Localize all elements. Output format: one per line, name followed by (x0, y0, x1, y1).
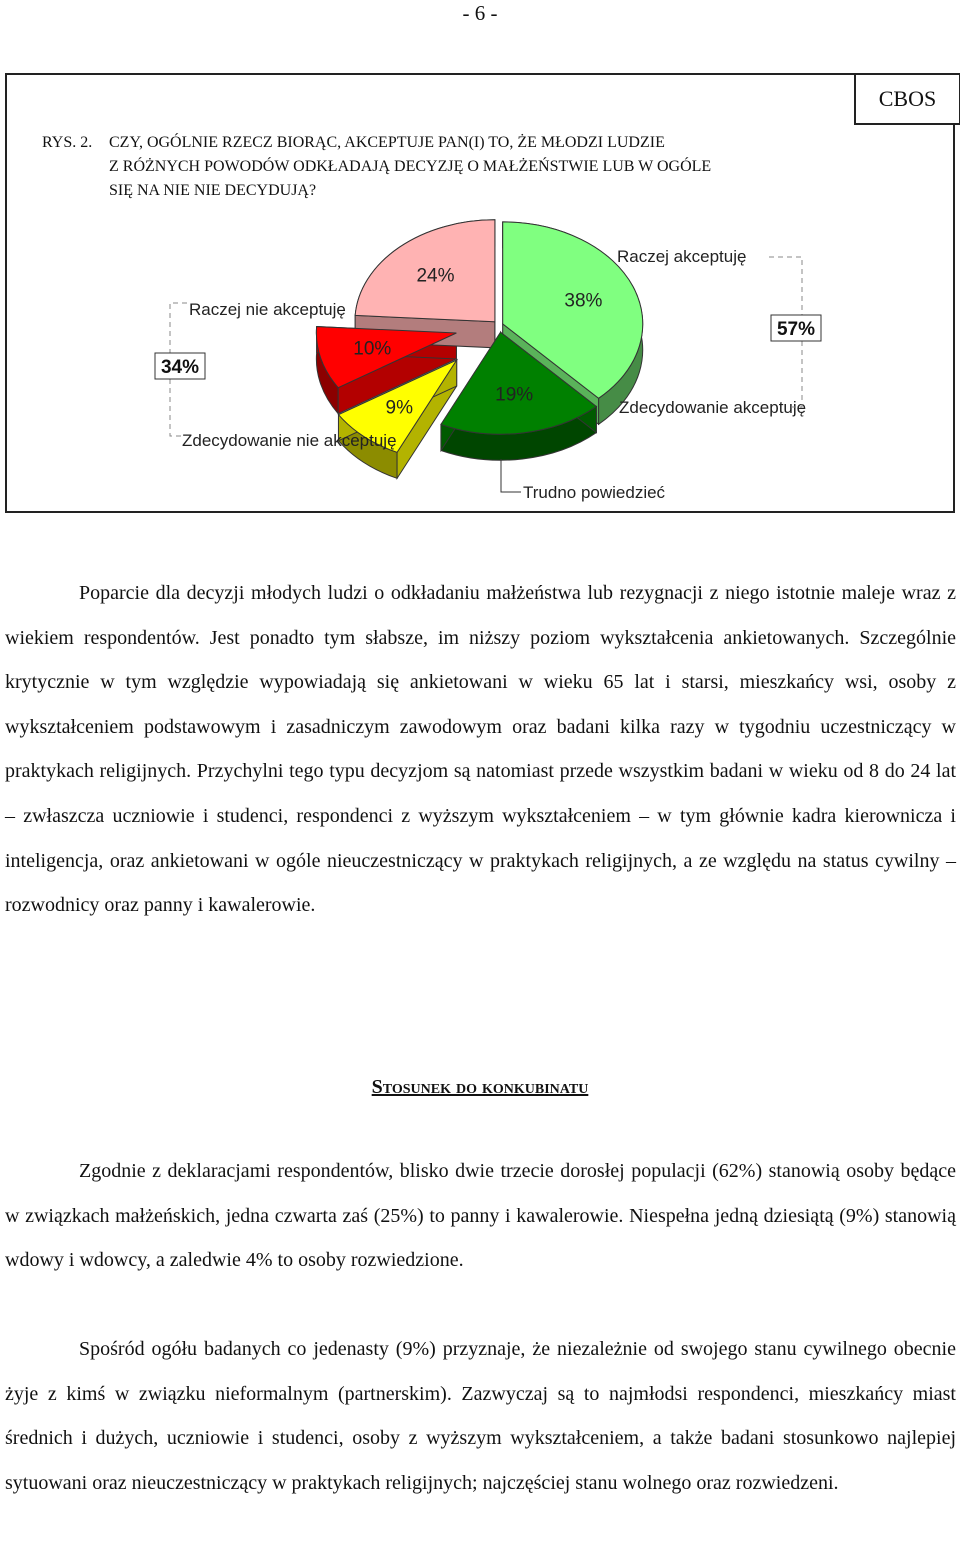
slice-category-label-3: Zdecydowanie nie akceptuję (182, 431, 397, 450)
group-total-label-0: 57% (776, 319, 816, 340)
paragraph-1: Poparcie dla decyzji młodych ludzi o odkładaniu małżeństwa lub rezygnacji z niego istotnie maleje wraz z wiekiem respondentów. Jest ponadto tym słabsze, im niższy poziom wykształcenia ankietowanych. Szczególnie krytycznie w tym względzie wypowiadają się ankietowani w wieku 65 lat i starsi, mieszkańcy wsi, osoby z wykształceniem podstawowym i zasadniczym zawodowym oraz badani kilka razy w tygodniu uczestniczący w praktykach religijnych. Przychylni tego typu decyzjom są natomiast przede wszystkim badani w wieku od 8 do 24 lat – zwłaszcza uczniowie i studenci, respondenci z wyższym wykształceniem – w tym głównie kadra kierownicza i inteligencja, oraz ankietowani w ogóle nieuczestniczący w praktykach religijnych, a ze względu na status cywilny – rozwodnicy oraz panny i kawalerowie. (5, 582, 956, 917)
slice-value-label-4: 24% (416, 265, 455, 287)
leader-line (501, 459, 521, 492)
paragraph-3: Spośród ogółu badanych co jedenasty (9%) przyznaje, że niezależnie od swojego stanu cywilnego obecnie żyje z kimś w związku nieformalnym (partnerskim). Zazwyczaj są to najmłodsi respondenci, mieszkańcy miast średnich i dużych, uczniowie i studenci, osoby z wyższym wykształceniem, a także badani stosunkowo najlepiej sytuowani oraz nieuczestniczący w praktykach religijnych; najczęściej stanu wolnego oraz rozwiedzeni. (5, 1338, 956, 1494)
paragraph-2: Zgodnie z deklaracjami respondentów, blisko dwie trzecie dorosłej populacji (62%) stanowią osoby będące w związkach małżeńskich, jedna czwarta zaś (25%) to panny i kawalerowie. Niespełna jedną dziesiątą (9%) stanowią wdowy i wdowcy, a zaledwie 4% to osoby rozwiedzione. (5, 1160, 956, 1272)
slice-category-label-4: Raczej nie akceptuję (189, 300, 346, 319)
slice-value-label-1: 19% (495, 384, 534, 406)
slice-value-label-3: 10% (353, 338, 392, 360)
figure-question: CZY, OGÓLNIE RZECZ BIORĄC, AKCEPTUJE PAN(I) TO, ŻE MŁODZI LUDZIE Z RÓŻNYCH POWODÓW ODKŁADAJĄ DECYZJĘ O MAŁŻEŃSTWIE LUB W OGÓLE SIĘ NA NIE NIE DECYDUJĄ? (109, 134, 712, 199)
slice-value-label-2: 9% (385, 397, 414, 419)
cbos-badge: CBOS (854, 73, 960, 125)
figure-frame (5, 73, 955, 513)
pie-chart (7, 75, 953, 511)
page-number: - 6 - (462, 1, 498, 25)
figure-label: RYS. 2. (42, 134, 93, 151)
slice-category-label-0: Raczej akceptuję (617, 247, 747, 266)
slice-category-label-1: Zdecydowanie akceptuję (619, 398, 807, 417)
slice-value-label-0: 38% (564, 290, 603, 312)
group-total-label-1: 34% (160, 357, 200, 378)
slice-category-label-2: Trudno powiedzieć (523, 483, 666, 502)
section-heading: Stosunek do konkubinatu (371, 1076, 589, 1098)
